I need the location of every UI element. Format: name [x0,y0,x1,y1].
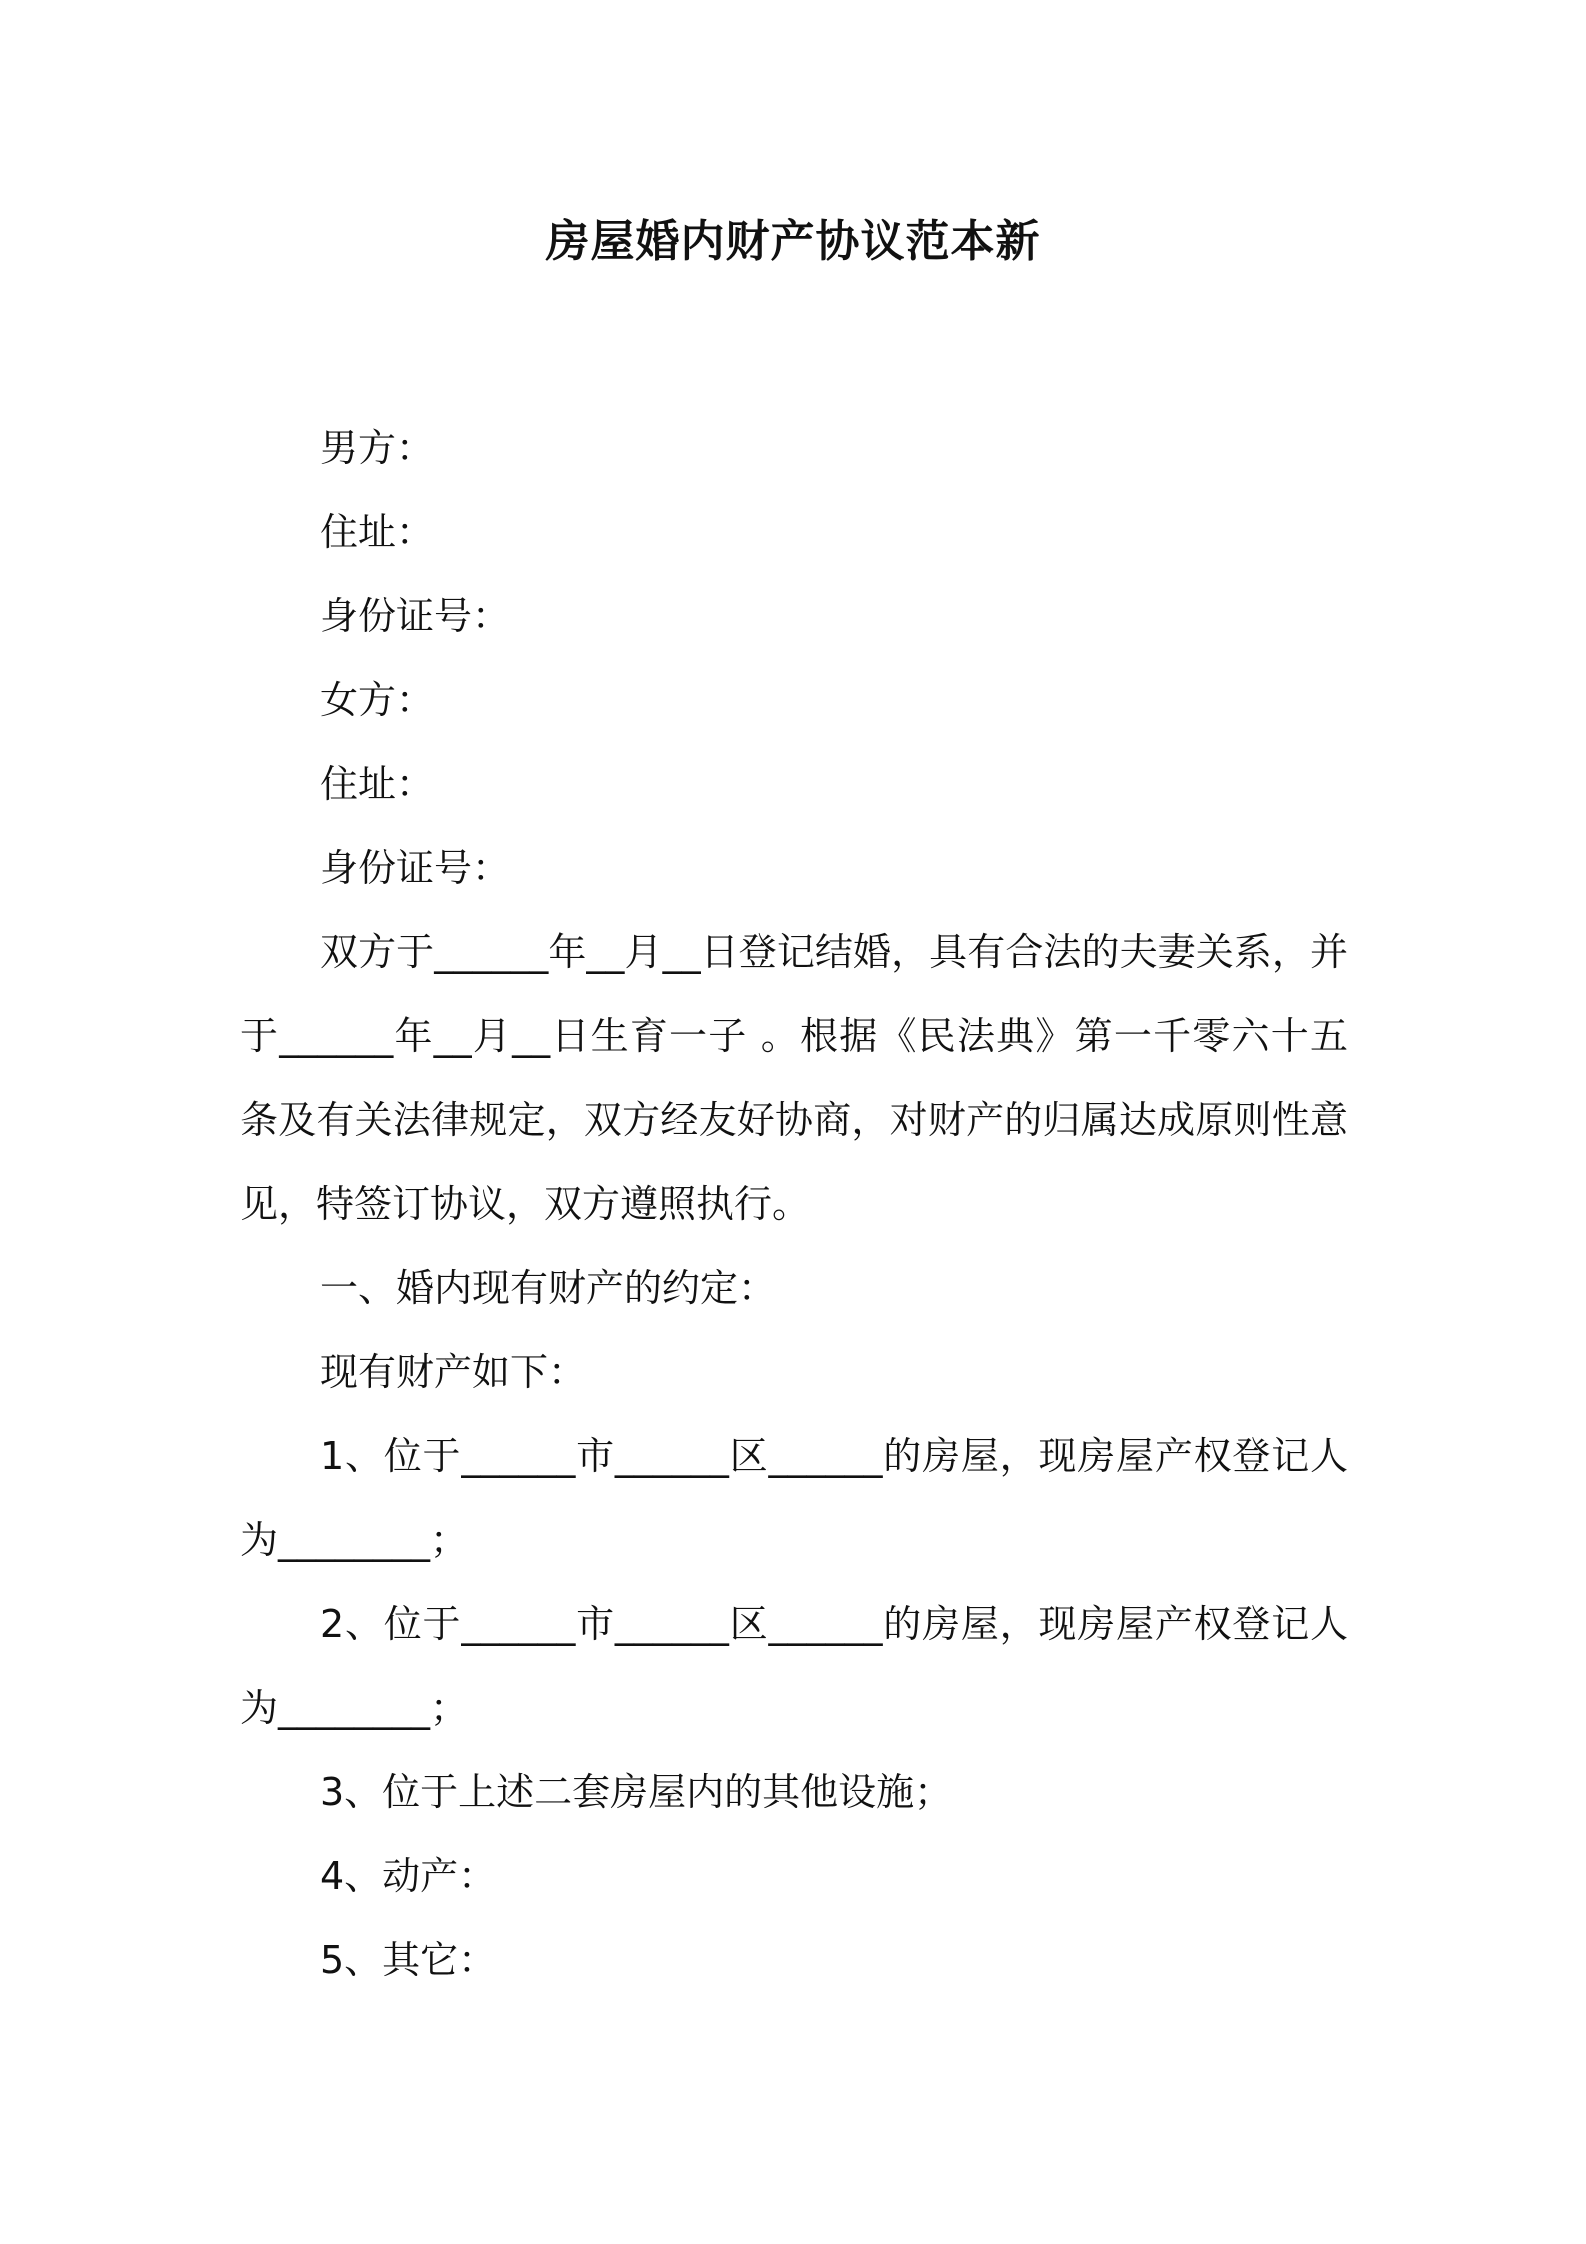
female-party-line: 女方： [320,678,435,722]
female-address-line: 住址： [320,762,435,806]
property-item-3: 3、位于上述二套房屋内的其他设施； [320,1770,953,1814]
property-item-5: 5、其它： [320,1938,497,1982]
male-address-line: 住址： [320,510,435,554]
property-item-2: 2、位于______市______区______的房屋，现房屋产权登记人为________； [240,1602,1348,1730]
male-party-line: 男方： [320,426,435,470]
property-item-4: 4、动产： [320,1854,497,1898]
female-id-line: 身份证号： [320,846,511,890]
male-id-line: 身份证号： [320,594,511,638]
document-title: 房屋婚内财产协议范本新 [545,216,1041,267]
section-heading-existing-property: 一、婚内现有财产的约定： [320,1266,777,1310]
existing-property-intro: 现有财产如下： [320,1350,587,1394]
preamble-paragraph: 双方于______年__月__日登记结婚，具有合法的夫妻关系，并于______年__月__日生育一子 。根据《民法典》第一千零六十五条及有关法律规定，双方经友好协商，对财产的归属达成原则性意见，特签订协议，双方遵照执行。 [240,930,1348,1226]
property-item-1: 1、位于______市______区______的房屋，现房屋产权登记人为________； [240,1434,1348,1562]
document-body [240,406,1348,2002]
